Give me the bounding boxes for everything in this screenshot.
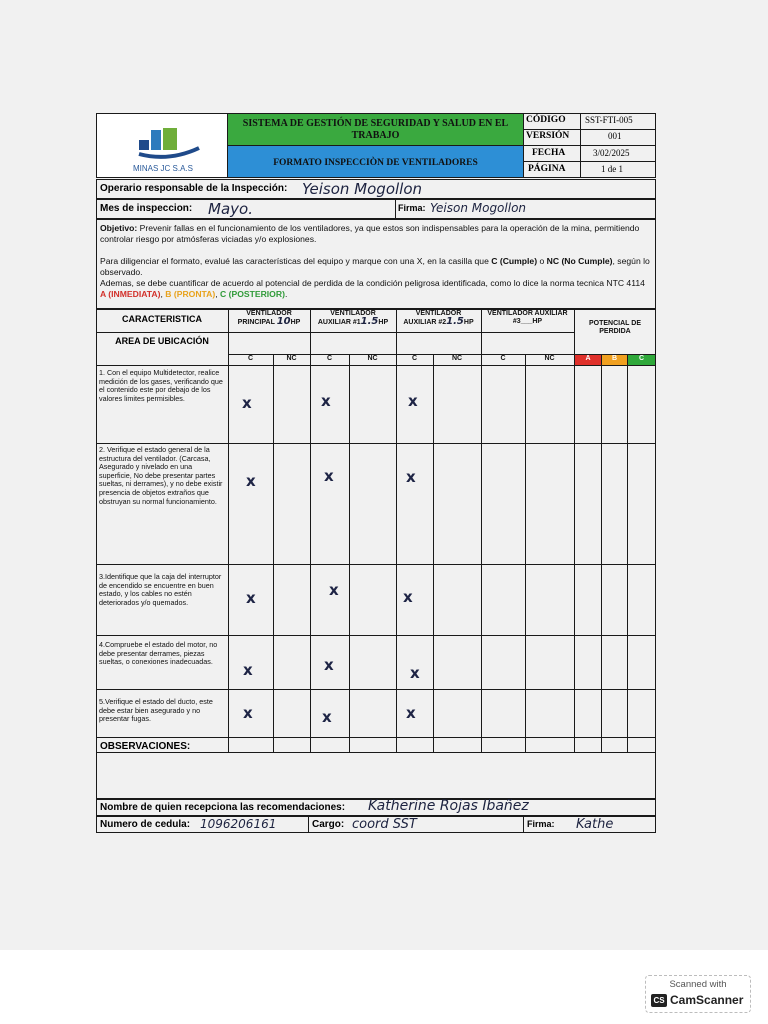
instructions-text [100, 256, 652, 300]
month-value: Mayo. [208, 200, 253, 218]
fan-aux1-line1: VENTILADOR [330, 310, 376, 317]
fan-aux3-c: C [500, 355, 506, 362]
objective-body: Prevenir fallas en el funcionamiento de los ventiladores, ya que estos son indispensables para la operación de la mina, permitiendo controlar riesgo por atmósferas viciadas y/o explosiones. [100, 223, 640, 244]
objective-text [100, 223, 652, 245]
operator-signature: Yeison Mogollon [430, 201, 527, 215]
cargo-label: Cargo: [312, 819, 345, 830]
camscanner-badge [645, 975, 751, 1013]
meta-label-date: FECHA [532, 148, 566, 158]
fan-aux2-type: AUXILIAR #2 [403, 319, 447, 326]
row-4-fan-aux2-check: x [410, 664, 420, 682]
camscanner-logo-icon: CS [651, 994, 667, 1007]
level-a-text: A (INMEDIATA) [100, 289, 161, 299]
meta-value-date: 3/02/2025 [593, 148, 630, 158]
row-1-text: 1. Con el equipo Multidetector, realice medición de los gases, verificando que el contenido este por debajo de los valores limites permisibles. [99, 368, 223, 403]
instructions-sep-2: , [215, 289, 220, 299]
fan-aux2-c: C [411, 355, 418, 362]
meta-value-code: SST-FTI-005 [585, 115, 633, 125]
observations-label: OBSERVACIONES: [100, 741, 191, 752]
cargo-value: coord SST [352, 817, 417, 832]
instructions-or: o [537, 256, 547, 266]
row-2-text: 2. Verifique el estado general de la estructura del ventilador. (Carcasa, Asegurado y nivelado en una superficie, No debe presentar partes sueltas, ni derrames), y no debe existir presencia de objetos extraños que obstruyan su normal funcionamiento. [99, 445, 223, 506]
fan-principal-nc: NC [286, 355, 297, 362]
operator-value: Yeison Mogollon [302, 180, 423, 198]
meta-label-page: PÁGINA [528, 164, 566, 174]
row-2-fan-aux2-check: x [406, 468, 416, 486]
row-4-text: 4.Compruebe el estado del motor, no debe presentar derrames, piezas sueltas, o conexiones inadecuadas. [99, 640, 218, 667]
fan-aux3-type: #3 [512, 318, 521, 325]
instructions-nc: NC (No Cumple) [546, 256, 613, 266]
potential-header: POTENCIAL DE PERDIDA [589, 320, 641, 335]
logo-text: MINAS JC S.A.S [132, 164, 193, 173]
firma-label: Firma: [527, 819, 555, 829]
fan-aux2-nc: NC [451, 355, 463, 362]
row-1-fan-aux1-check: x [321, 392, 331, 410]
logo-box [96, 113, 228, 178]
cedula-label: Numero de cedula: [100, 819, 191, 830]
fan-aux2-hp: 1.5 [446, 316, 464, 327]
fan-aux3-nc: NC [544, 355, 555, 362]
operator-label: Operario responsable de la Inspección: [100, 183, 288, 194]
instructions-end: . [284, 289, 288, 299]
fan-aux2-header [396, 310, 481, 327]
level-c-text: C (POSTERIOR) [220, 289, 285, 299]
meta-label-version: VERSIÓN [526, 131, 570, 141]
row-5-fan-aux2-check: x [406, 704, 416, 722]
row-3-fan-aux2-check: x [403, 588, 413, 606]
instructions-part2: , según lo observado. [100, 256, 650, 277]
objective-label: Objetivo: [100, 223, 138, 233]
recipient-signature: Kathe [576, 817, 614, 832]
scanned-with-text: Scanned with [669, 979, 727, 990]
instructions-sep-1: , [160, 289, 166, 299]
row-1-fan-principal-check: x [242, 394, 252, 412]
row-1-fan-aux2-check: x [408, 392, 418, 410]
row-4-fan-principal-check: x [243, 661, 253, 679]
fan-aux3-line1: VENTILADOR AUXILIAR [487, 310, 568, 317]
row-3-text: 3.Identifique que la caja del interruptor de encendido se encuentre en buen estado, y los cables no estén deteriorados y/o quemados. [99, 572, 222, 607]
meta-label-code: CÓDIGO [526, 115, 566, 125]
recipient-value: Katherine Rojas Ibañez [368, 798, 529, 814]
row-5-text: 5.Verifique el estado del ducto, este debe estar bien asegurado y no presentar fugas. [99, 697, 213, 724]
meta-value-version: 001 [608, 131, 622, 141]
col-area: AREA DE UBICACIÓN [115, 336, 209, 346]
row-2-fan-principal-check: x [246, 472, 256, 490]
cedula-value: 1096206161 [200, 817, 277, 831]
meta-value-page: 1 de 1 [601, 164, 623, 174]
row-5-fan-principal-check: x [243, 704, 253, 722]
system-title: SISTEMA DE GESTIÓN DE SEGURIDAD Y SALUD EN EL TRABAJO [227, 113, 524, 146]
format-title: FORMATO INSPECCIÒN DE VENTILADORES [227, 145, 524, 178]
minas-logo-icon [137, 126, 201, 164]
row-2-fan-aux1-check: x [324, 467, 334, 485]
level-b-text: B (PRONTA) [165, 289, 216, 299]
fan-aux1-type: AUXILIAR #1 [317, 319, 361, 326]
fan-principal-hp: 10 [276, 316, 291, 327]
row-3-fan-aux1-check: x [329, 581, 339, 599]
instructions-part3: Ademas, se debe cuantificar de acuerdo al potencial de perdida de la condición peligrosa identificada, como lo dice la norma tecnica NTC 4114 [100, 278, 645, 288]
recipient-label: Nombre de quien recepciona las recomendaciones: [100, 802, 346, 813]
fan-principal-line1: VENTILADOR [246, 310, 292, 317]
row-5-fan-aux1-check: x [322, 708, 332, 726]
fan-aux2-hp-unit: HP [463, 319, 474, 326]
row-4-fan-aux1-check: x [324, 656, 334, 674]
fan-principal-hp-unit: HP [290, 319, 301, 326]
instructions-c: C (Cumple) [491, 256, 538, 266]
fan-principal-header [228, 310, 310, 327]
camscanner-text: CamScanner [670, 993, 744, 1007]
potential-a: A [575, 355, 601, 365]
potential-b: B [602, 355, 627, 365]
fan-aux1-nc: NC [367, 355, 378, 362]
fan-principal-c: C [247, 355, 254, 362]
fan-aux3-hp: ___ [520, 318, 533, 325]
month-label: Mes de inspeccion: [100, 203, 193, 214]
fan-aux1-c: C [326, 355, 333, 362]
fan-aux1-header [310, 310, 396, 327]
row-3-fan-principal-check: x [246, 589, 256, 607]
potential-c: C [628, 355, 655, 365]
signature-label: Firma: [398, 203, 426, 213]
col-characteristic: CARACTERISTICA [122, 314, 202, 324]
fan-aux2-line1: VENTILADOR [415, 310, 462, 317]
fan-principal-type: PRINCIPAL [237, 319, 275, 326]
fan-aux3-header [481, 310, 574, 326]
fan-aux1-hp-unit: HP [378, 319, 389, 326]
fan-aux1-hp: 1.5 [360, 316, 379, 327]
inspection-form [96, 113, 656, 833]
fan-aux3-hp-unit: HP [532, 318, 543, 325]
instructions-part1: Para diligenciar el formato, evalué las características del equipo y marque con una X, en la casilla que [100, 256, 492, 266]
